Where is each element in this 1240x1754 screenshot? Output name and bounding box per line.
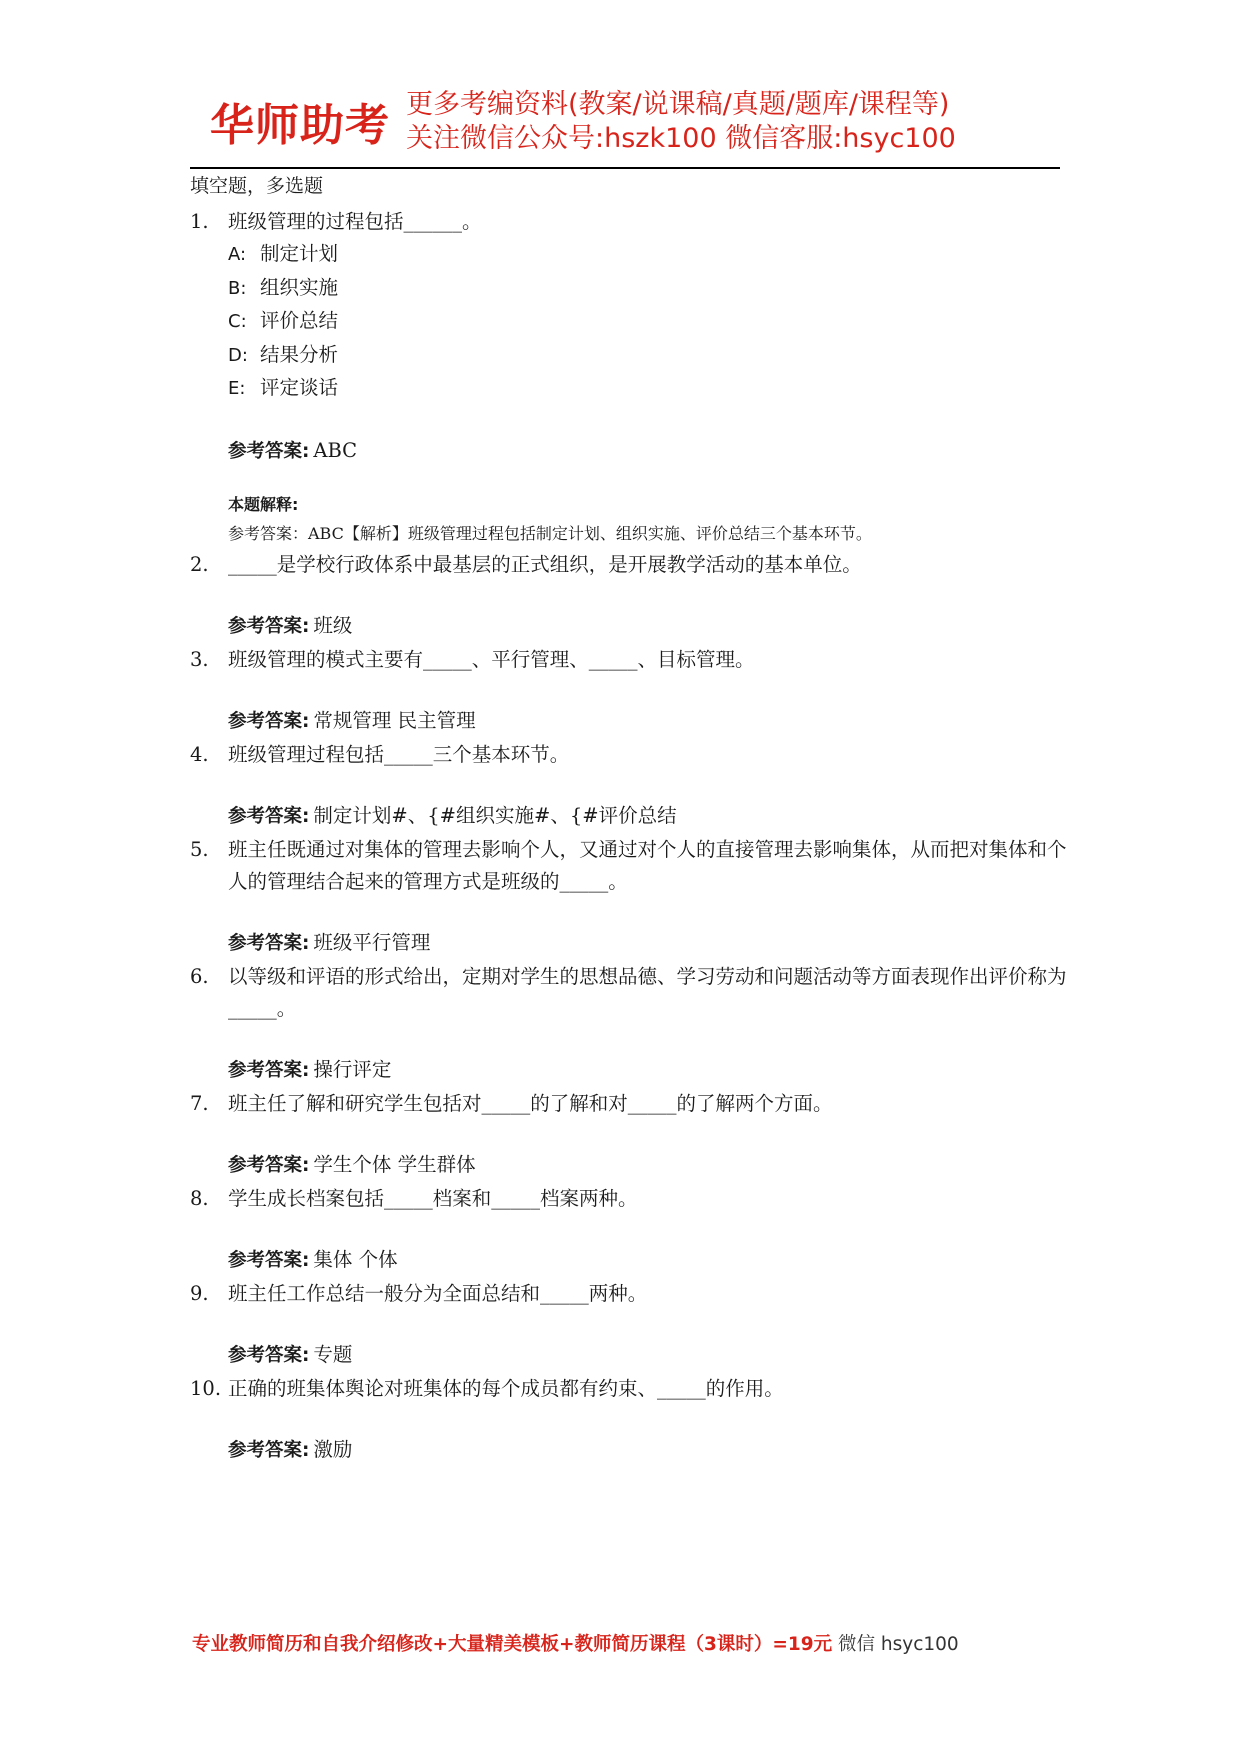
question-text (190, 834, 1070, 898)
question-block (190, 644, 1070, 737)
question-number: 9. (190, 1281, 209, 1305)
question-block (190, 1088, 1070, 1181)
question-number: 8. (190, 1186, 209, 1210)
answer-label: 参考答案: (228, 1059, 310, 1081)
answer (190, 1150, 1070, 1181)
question-stem: 班级管理过程包括_____三个基本环节。 (228, 742, 570, 766)
answer-value: 集体 个体 (313, 1247, 398, 1271)
section-title: 填空题，多选题 (190, 175, 324, 197)
header-divider (190, 167, 1060, 169)
question-number: 4. (190, 742, 209, 766)
question-block (190, 834, 1070, 959)
options-list (190, 238, 1070, 406)
question-block (190, 549, 1070, 642)
question-number: 10. (190, 1376, 222, 1400)
question-stem: 班主任了解和研究学生包括对_____的了解和对_____的了解两个方面。 (228, 1091, 833, 1115)
option-d (228, 339, 1070, 373)
footer-promo (192, 1630, 1062, 1656)
answer (190, 1245, 1070, 1276)
option-c (228, 305, 1070, 339)
answer-label: 参考答案: (228, 1249, 310, 1271)
option-text: 评价总结 (260, 309, 339, 332)
question-block (190, 739, 1070, 832)
question-number: 5. (190, 837, 209, 861)
answer (190, 1055, 1070, 1086)
document-body (190, 172, 1070, 1466)
answer-label: 参考答案: (228, 932, 310, 954)
question-text (190, 1278, 1070, 1310)
option-text: 组织实施 (260, 275, 339, 299)
answer-value: 激励 (313, 1437, 353, 1461)
question-number: 2. (190, 552, 209, 576)
answer (190, 801, 1070, 832)
answer (190, 436, 1070, 467)
answer-label: 参考答案: (228, 440, 310, 462)
question-text (190, 644, 1070, 676)
question-stem: 正确的班集体舆论对班集体的每个成员都有约束、_____的作用。 (228, 1376, 784, 1400)
header-banner (210, 88, 1060, 164)
question-text (190, 1373, 1070, 1405)
answer-value: 常规管理 民主管理 (313, 708, 476, 732)
brand-logo: 华师助考 (210, 100, 390, 151)
question-text (190, 1183, 1070, 1215)
answer (190, 611, 1070, 642)
option-letter: E: (228, 378, 246, 399)
answer (190, 928, 1070, 959)
answer-label: 参考答案: (228, 710, 310, 732)
question-text (190, 739, 1070, 771)
question-stem: 以等级和评语的形式给出，定期对学生的思想品德、学习劳动和问题活动等方面表现作出评价称为_____。 (228, 964, 1067, 1020)
answer-value: 专题 (313, 1342, 353, 1366)
answer (190, 706, 1070, 737)
explanation-body: 参考答案：ABC【解析】班级管理过程包括制定计划、组织实施、评价总结三个基本环节。 (228, 523, 872, 543)
question-stem: 班级管理的模式主要有_____、平行管理、_____、目标管理。 (228, 647, 755, 671)
answer-value: 班级平行管理 (313, 930, 431, 954)
option-e (228, 372, 1070, 406)
question-number: 1. (190, 210, 209, 233)
option-text: 制定计划 (260, 242, 339, 265)
option-text: 结果分析 (260, 342, 339, 366)
option-a (228, 238, 1070, 272)
question-text (190, 549, 1070, 581)
footer-promo-text: 专业教师简历和自我介绍修改+大量精美模板+教师简历课程（3课时）=19元 (192, 1634, 833, 1655)
question-number: 7. (190, 1091, 209, 1115)
question-block (190, 961, 1070, 1086)
question-block (190, 1183, 1070, 1276)
answer-value: 制定计划#、{#组织实施#、{#评价总结 (313, 803, 677, 827)
question-stem: _____是学校行政体系中最基层的正式组织，是开展教学活动的基本单位。 (228, 552, 862, 576)
answer-label: 参考答案: (228, 1154, 310, 1176)
answer-label: 参考答案: (228, 615, 310, 637)
question-number: 6. (190, 964, 209, 988)
answer-value: 学生个体 学生群体 (313, 1152, 476, 1176)
option-letter: C: (228, 311, 247, 332)
option-text: 评定谈话 (260, 376, 339, 399)
question-text (190, 1088, 1070, 1120)
question-stem: 班主任工作总结一般分为全面总结和_____两种。 (228, 1281, 648, 1305)
question-stem: 学生成长档案包括_____档案和_____档案两种。 (228, 1186, 638, 1210)
question-stem: 班级管理的过程包括______。 (228, 210, 482, 233)
question-stem: 班主任既通过对集体的管理去影响个人，又通过对个人的直接管理去影响集体，从而把对集体和个人的管理结合起来的管理方式是班级的_____。 (228, 837, 1067, 893)
question-block (190, 1373, 1070, 1466)
answer-label: 参考答案: (228, 805, 310, 827)
question-text (190, 961, 1070, 1025)
header-slogan (406, 88, 956, 156)
explanation-title: 本题解释: (228, 494, 299, 514)
question-block (190, 1278, 1070, 1371)
answer-value: 班级 (313, 613, 353, 637)
question-block (190, 206, 1070, 547)
option-letter: A: (228, 244, 247, 265)
answer (190, 1340, 1070, 1371)
answer-value: ABC (313, 438, 358, 462)
footer-contact: 微信 hsyc100 (838, 1634, 959, 1655)
answer-label: 参考答案: (228, 1344, 310, 1366)
option-letter: D: (228, 344, 248, 366)
option-letter: B: (228, 277, 247, 299)
answer (190, 1435, 1070, 1466)
option-b (228, 272, 1070, 306)
answer-value: 操行评定 (313, 1057, 392, 1081)
slogan-line-1: 更多考编资料(教案/说课稿/真题/题库/课程等) (406, 89, 950, 120)
question-number: 3. (190, 647, 209, 671)
question-text (190, 206, 1070, 238)
answer-label: 参考答案: (228, 1439, 310, 1461)
slogan-line-2: 关注微信公众号:hszk100 微信客服:hsyc100 (406, 123, 956, 154)
